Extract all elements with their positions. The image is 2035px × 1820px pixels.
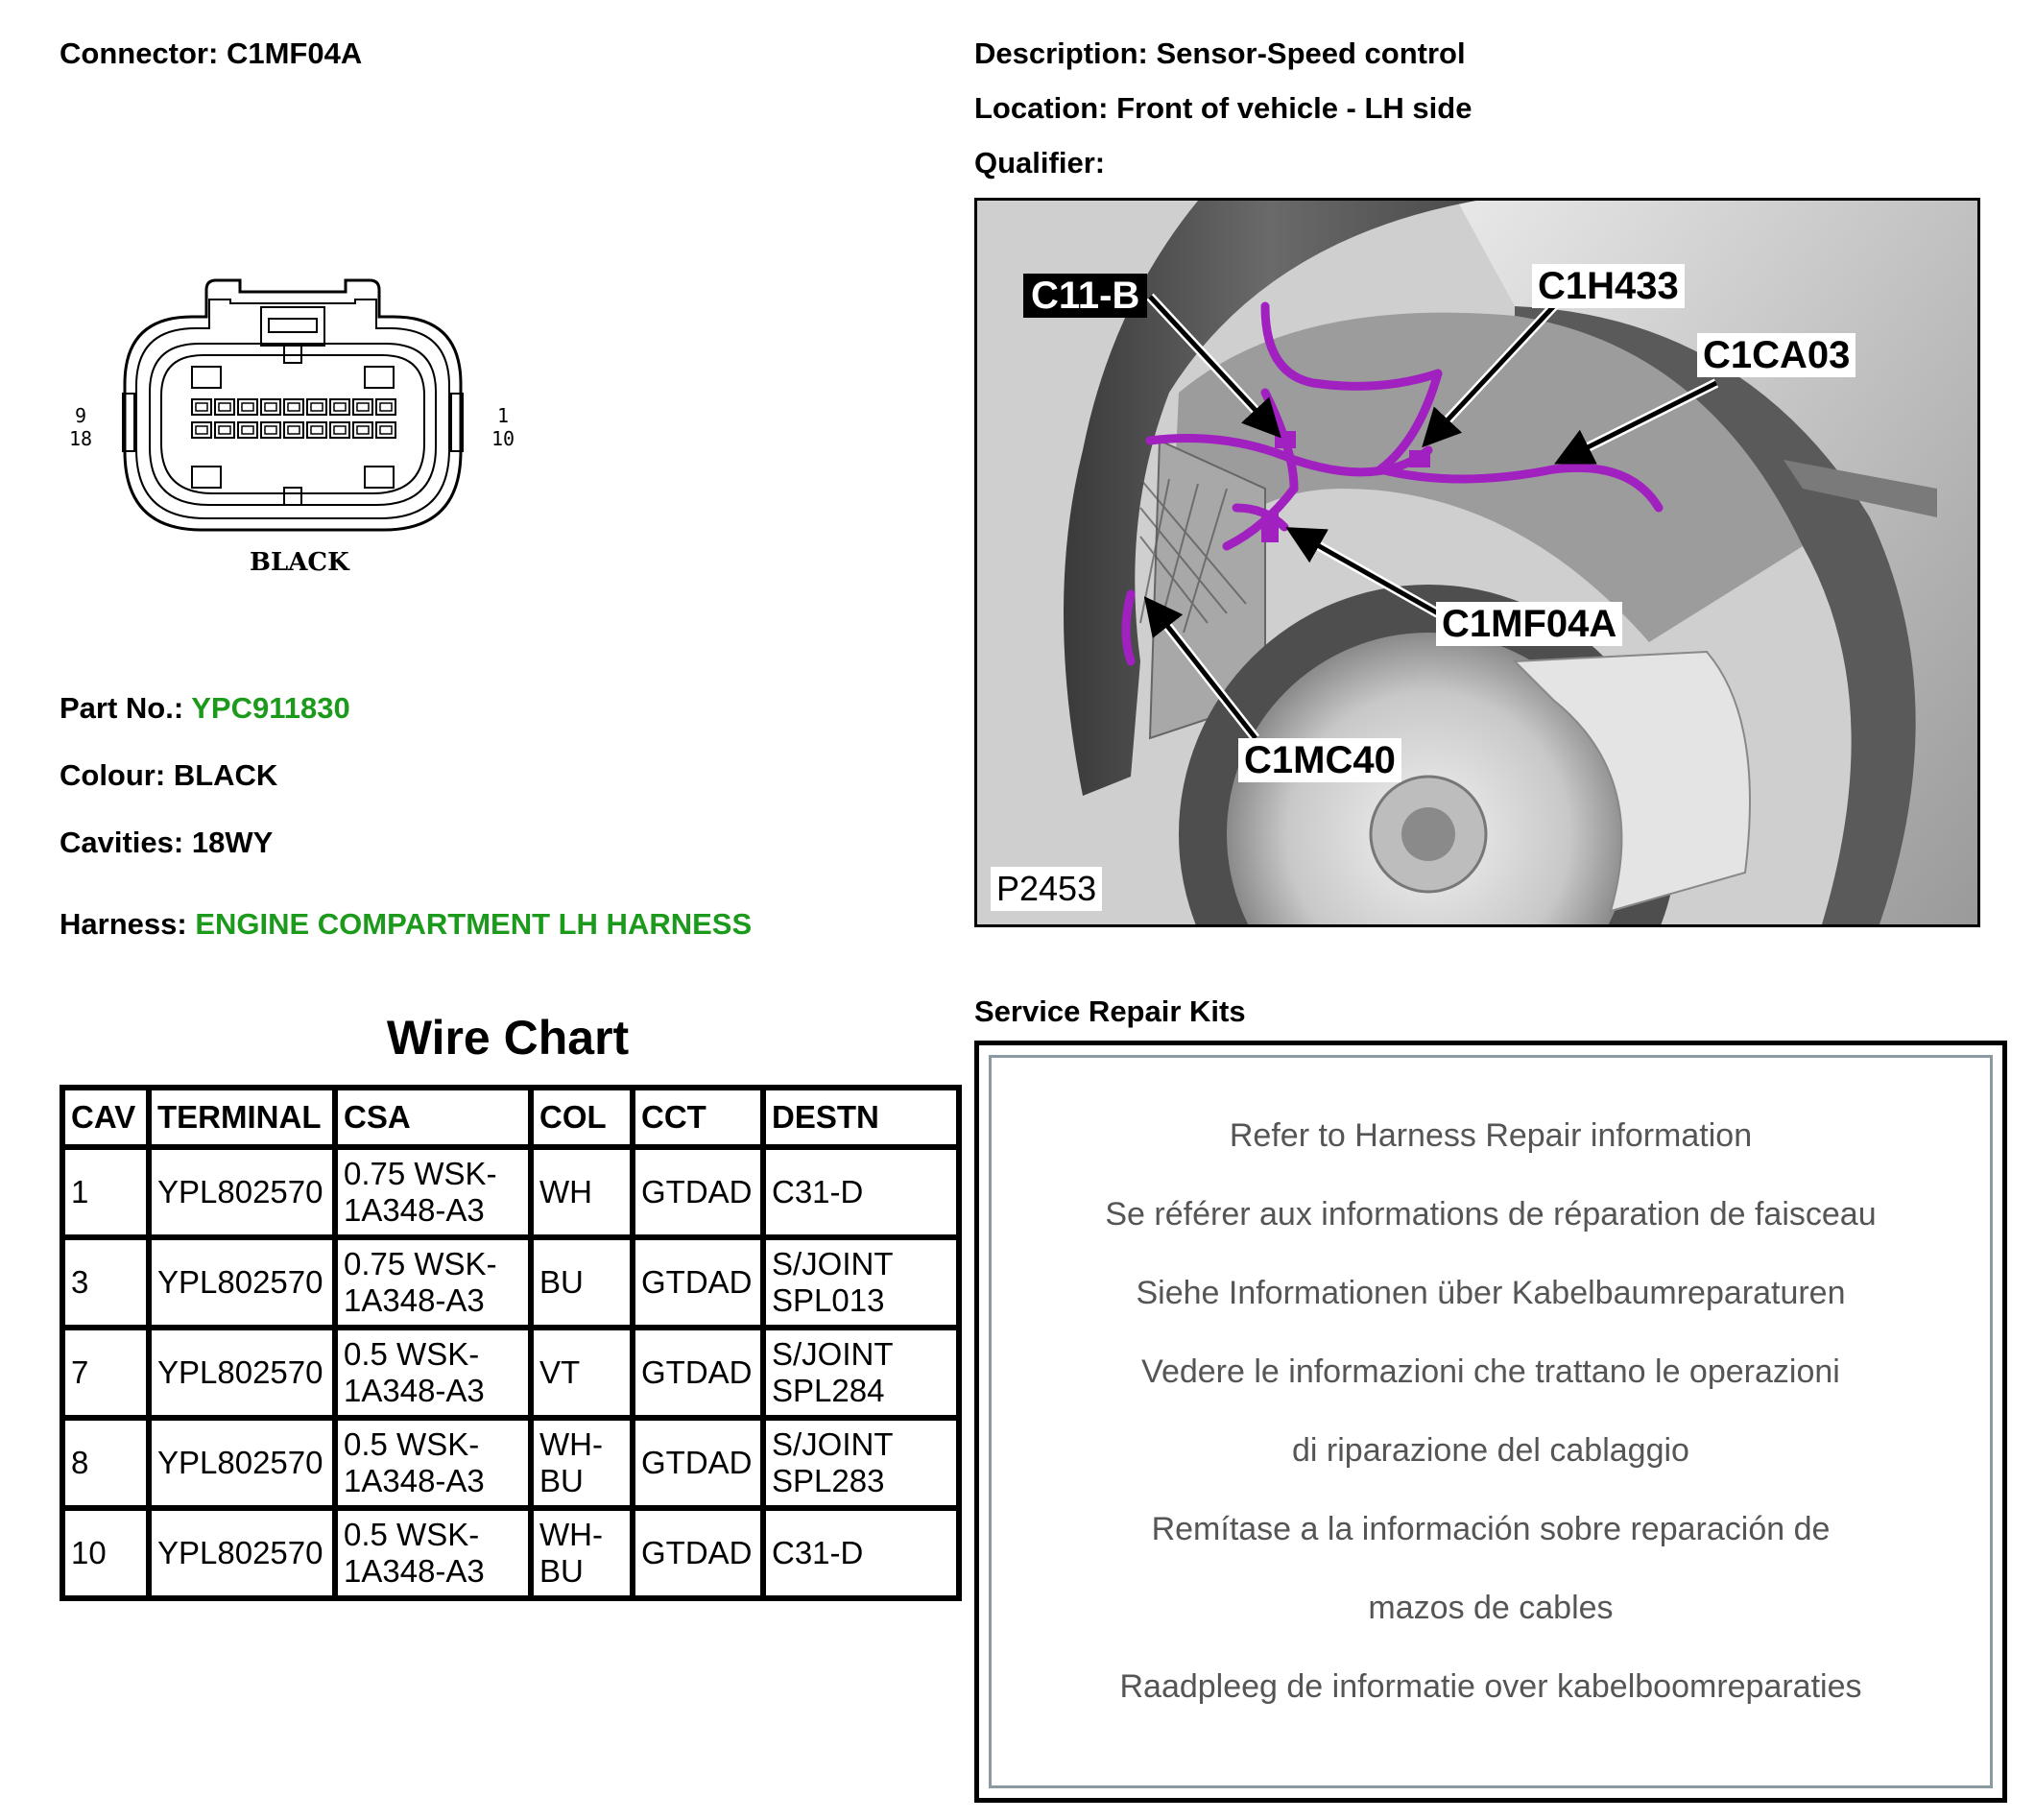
cavity-row-bottom: [192, 422, 395, 438]
cell-csa-line: 1A348-A3: [344, 1463, 485, 1498]
cell-csa-line: 0.5 WSK-: [344, 1336, 480, 1372]
pin-number-1: 1: [497, 404, 510, 427]
pin-number-18: 18: [69, 427, 93, 450]
cell-destn: [763, 1147, 959, 1237]
harness-value[interactable]: ENGINE COMPARTMENT LH HARNESS: [195, 907, 753, 941]
cell-col: [531, 1328, 633, 1418]
wire-chart-title: Wire Chart: [386, 1011, 630, 1065]
cell-cct: GTDAD: [633, 1508, 763, 1598]
qualifier-label: Qualifier:: [974, 146, 1106, 180]
cell-destn-line: C31-D: [772, 1535, 864, 1570]
connector-face-diagram: [67, 278, 547, 586]
header-cct: CCT: [633, 1088, 763, 1147]
cell-csa: [335, 1508, 531, 1598]
cavity: [376, 422, 395, 438]
cavity-row-top: [192, 399, 395, 415]
cell-col-line: WH-: [539, 1517, 603, 1552]
repair-kit-line: di riparazione del cablaggio: [1292, 1432, 1689, 1469]
cavity: [307, 422, 326, 438]
cell-csa-line: 0.75 WSK-: [344, 1156, 497, 1191]
cell-col-line: BU: [539, 1264, 584, 1300]
cavity: [284, 399, 303, 415]
repair-kit-line: Raadpleeg de informatie over kabelboomreparaties: [1119, 1668, 1862, 1705]
header-col: COL: [531, 1088, 633, 1147]
cell-csa: [335, 1147, 531, 1237]
service-repair-kits-content: [989, 1055, 1993, 1788]
cavity: [353, 422, 372, 438]
cell-csa-line: 0.5 WSK-: [344, 1517, 480, 1552]
harness: [60, 907, 752, 942]
colour-label: Colour:: [60, 758, 166, 792]
pin-number-10: 10: [491, 427, 515, 450]
colour: [60, 758, 277, 793]
cavity-terminal: [357, 403, 369, 411]
callout-c1mf04a: C1MF04A: [1436, 602, 1622, 646]
cavity-terminal: [219, 426, 230, 434]
cell-destn-line: SPL284: [772, 1373, 885, 1408]
cell-destn: [763, 1237, 959, 1328]
description: [974, 36, 1466, 71]
cell-csa-line: 0.5 WSK-: [344, 1426, 480, 1462]
cavity-terminal: [196, 403, 207, 411]
cell-cct: GTDAD: [633, 1418, 763, 1508]
cavity: [238, 399, 257, 415]
service-repair-kits-box: [974, 1041, 2007, 1803]
connector-color-label: BLACK: [250, 548, 349, 577]
part-number: [60, 691, 350, 726]
cell-destn: [763, 1328, 959, 1418]
cavity: [261, 422, 280, 438]
cell-col-line: VT: [539, 1354, 581, 1390]
callout-c1mc40: C1MC40: [1238, 738, 1401, 782]
header-destn: DESTN: [763, 1088, 959, 1147]
cell-cct: GTDAD: [633, 1147, 763, 1237]
cavities-label: Cavities:: [60, 826, 184, 859]
table-row: [62, 1418, 959, 1508]
header-csa: CSA: [335, 1088, 531, 1147]
cavity-terminal: [380, 403, 392, 411]
table-row: [62, 1147, 959, 1237]
cell-cav: 8: [62, 1418, 149, 1508]
cell-cav: 3: [62, 1237, 149, 1328]
cavity: [307, 399, 326, 415]
cell-destn-line: S/JOINT: [772, 1336, 894, 1372]
cell-cct: GTDAD: [633, 1237, 763, 1328]
cavity: [192, 399, 211, 415]
table-row: [62, 1328, 959, 1418]
cavity-terminal: [311, 426, 323, 434]
cell-csa-line: 1A348-A3: [344, 1192, 485, 1228]
cavity-terminal: [265, 403, 276, 411]
cell-csa: [335, 1418, 531, 1508]
cell-col: [531, 1508, 633, 1598]
wire-chart-table: [60, 1085, 962, 1601]
cell-terminal: YPL802570: [149, 1237, 335, 1328]
cell-col: [531, 1418, 633, 1508]
illustration-reference: P2453: [991, 867, 1102, 911]
cavity-terminal: [242, 403, 253, 411]
cavities: [60, 826, 273, 860]
connector-value: C1MF04A: [226, 36, 363, 70]
cell-terminal: YPL802570: [149, 1147, 335, 1237]
cell-destn: [763, 1508, 959, 1598]
cavity: [330, 399, 349, 415]
cell-destn-line: SPL013: [772, 1282, 885, 1318]
repair-kit-line: Vedere le informazioni che trattano le operazioni: [1141, 1353, 1840, 1390]
cell-col: [531, 1237, 633, 1328]
cell-terminal: YPL802570: [149, 1328, 335, 1418]
cell-cav: 1: [62, 1147, 149, 1237]
callout-c11-b: C11-B: [1023, 274, 1147, 318]
cavity-terminal: [334, 426, 346, 434]
callout-c1ca03: C1CA03: [1697, 333, 1855, 377]
pin-number-9: 9: [75, 404, 87, 427]
description-value: Sensor-Speed control: [1156, 36, 1466, 70]
cell-col: [531, 1147, 633, 1237]
qualifier: [974, 146, 1105, 180]
cell-col-line: BU: [539, 1463, 584, 1498]
cavity-terminal: [311, 403, 323, 411]
cell-csa-line: 1A348-A3: [344, 1282, 485, 1318]
cell-destn-line: SPL283: [772, 1463, 885, 1498]
service-repair-kits-title: Service Repair Kits: [974, 994, 1246, 1028]
cavity: [215, 422, 234, 438]
callout-c1h433: C1H433: [1532, 264, 1685, 308]
cavity: [353, 399, 372, 415]
harness-label: Harness:: [60, 907, 187, 941]
cell-csa: [335, 1237, 531, 1328]
cavity-terminal: [288, 426, 299, 434]
colour-value: BLACK: [173, 758, 278, 792]
part-number-label: Part No.:: [60, 691, 184, 725]
cavity-terminal: [380, 426, 392, 434]
cell-csa-line: 1A348-A3: [344, 1373, 485, 1408]
cell-csa-line: 0.75 WSK-: [344, 1246, 497, 1281]
cavity: [284, 422, 303, 438]
repair-kit-line: Se référer aux informations de réparation de faisceau: [1105, 1196, 1877, 1233]
cavity: [261, 399, 280, 415]
cavity-terminal: [265, 426, 276, 434]
cell-cav: 7: [62, 1328, 149, 1418]
cell-terminal: YPL802570: [149, 1418, 335, 1508]
cell-cav: 10: [62, 1508, 149, 1598]
repair-kit-line: Refer to Harness Repair information: [1229, 1117, 1753, 1154]
table-row: [62, 1237, 959, 1328]
cell-col-line: WH: [539, 1174, 592, 1209]
cavity: [215, 399, 234, 415]
cell-terminal: YPL802570: [149, 1508, 335, 1598]
cavity-terminal: [196, 426, 207, 434]
cavity-terminal: [288, 403, 299, 411]
cavity-terminal: [219, 403, 230, 411]
location-label: Location:: [974, 91, 1109, 125]
cell-csa-line: 1A348-A3: [344, 1553, 485, 1589]
cavity-terminal: [242, 426, 253, 434]
connector-heading: [60, 36, 362, 71]
connector-label: Connector:: [60, 36, 219, 70]
header-terminal: TERMINAL: [149, 1088, 335, 1147]
cavity: [192, 422, 211, 438]
cell-destn-line: S/JOINT: [772, 1246, 894, 1281]
cavity: [238, 422, 257, 438]
cell-destn-line: C31-D: [772, 1174, 864, 1209]
cavity: [330, 422, 349, 438]
cell-destn: [763, 1418, 959, 1508]
repair-kit-line: mazos de cables: [1368, 1590, 1614, 1626]
repair-kit-line: Siehe Informationen über Kabelbaumreparaturen: [1136, 1275, 1846, 1311]
cavity-terminal: [357, 426, 369, 434]
cavities-value: 18WY: [191, 826, 274, 859]
table-row: [62, 1508, 959, 1598]
cell-cct: GTDAD: [633, 1328, 763, 1418]
header-cav: CAV: [62, 1088, 149, 1147]
description-label: Description:: [974, 36, 1148, 70]
location: [974, 91, 1472, 126]
cell-col-line: BU: [539, 1553, 584, 1589]
cell-csa: [335, 1328, 531, 1418]
location-illustration: [974, 198, 1980, 927]
cavity: [376, 399, 395, 415]
cavity-terminal: [334, 403, 346, 411]
cell-destn-line: S/JOINT: [772, 1426, 894, 1462]
table-header-row: [62, 1088, 959, 1147]
repair-kit-line: Remítase a la información sobre reparación de: [1151, 1511, 1831, 1547]
location-value: Front of vehicle - LH side: [1116, 91, 1472, 125]
part-number-value[interactable]: YPC911830: [191, 691, 350, 725]
cell-col-line: WH-: [539, 1426, 603, 1462]
